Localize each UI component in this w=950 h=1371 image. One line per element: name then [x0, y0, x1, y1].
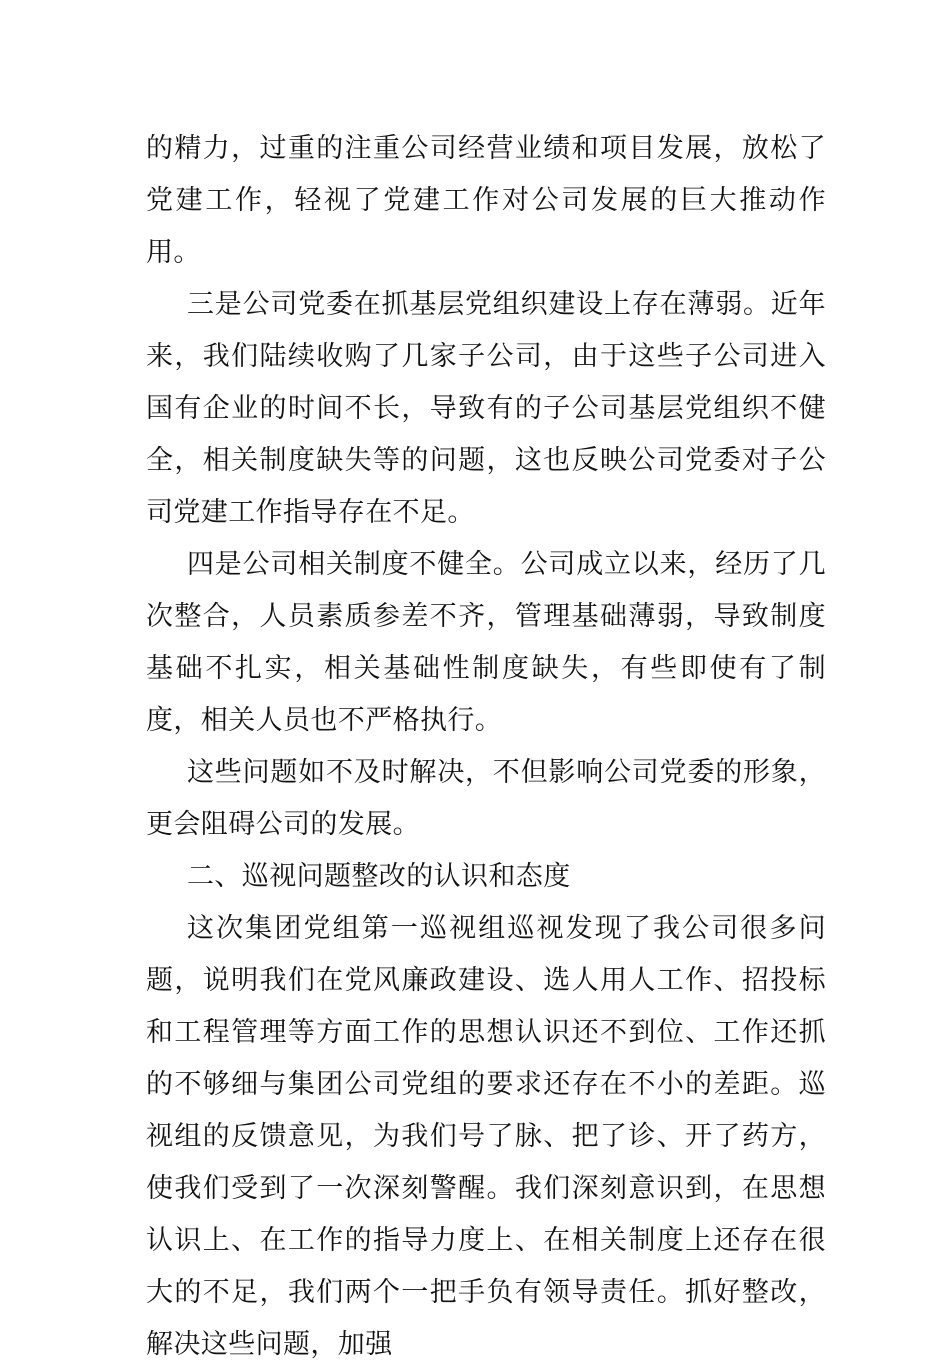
paragraph-point-four: 四是公司相关制度不健全。公司成立以来，经历了几次整合，人员素质参差不齐，管理基础薄弱，导致制度基础不扎实，相关基础性制度缺失，有些即使有了制度，相关人员也不严格执行。: [146, 549, 826, 736]
document-body: [146, 123, 826, 1371]
paragraph-summary: 这些问题如不及时解决，不但影响公司党委的形象，更会阻碍公司的发展。: [146, 757, 826, 840]
section-heading: 二、巡视问题整改的认识和态度: [187, 861, 571, 892]
paragraph-continuation: 的精力，过重的注重公司经营业绩和项目发展，放松了党建工作，轻视了党建工作对公司发展的巨大推动作用。: [146, 133, 826, 268]
paragraph-point-three: 三是公司党委在抓基层党组织建设上存在薄弱。近年来，我们陆续收购了几家子公司，由于这些子公司进入国有企业的时间不长，导致有的子公司基层党组织不健全，相关制度缺失等的问题，这也反映公司党委对子公司党建工作指导存在不足。: [146, 289, 826, 528]
paragraph-inspection-findings: 这次集团党组第一巡视组巡视发现了我公司很多问题，说明我们在党风廉政建设、选人用人工作、招投标和工程管理等方面工作的思想认识还不到位、工作还抓的不够细与集团公司党组的要求还存在不小的差距。巡视组的反馈意见，为我们号了脉、把了诊、开了药方，使我们受到了一次深刻警醒。我们深刻意识到，在思想认识上、在工作的指导力度上、在相关制度上还存在很大的不足，我们两个一把手负有领导责任。抓好整改，解决这些问题，加强: [146, 913, 826, 1360]
